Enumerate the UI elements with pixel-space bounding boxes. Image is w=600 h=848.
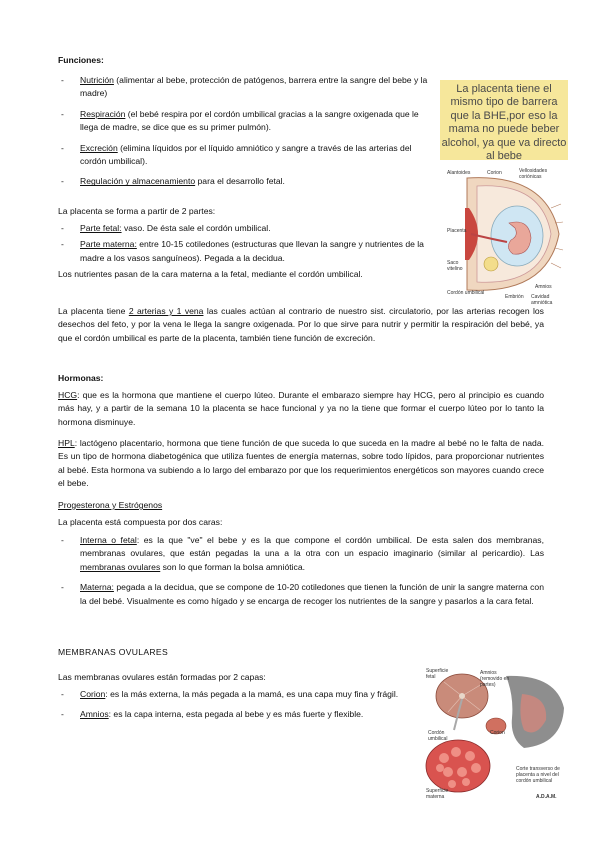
list-item: - Amnios: es la capa interna, esta pegada al bebe y es más fuerte y flexible. [58, 708, 418, 721]
placenta-figure [424, 668, 568, 802]
figure-label: Corte transverso de placenta a nivel del cordón umbilical [516, 766, 560, 784]
adam-logo: A.D.A.M. [536, 794, 557, 800]
figure-label: Vellosidades coriónicas [519, 168, 548, 180]
list-item: - Parte fetal: vaso. De ésta sale el cordón umbilical. [58, 222, 444, 235]
funciones-list [58, 74, 436, 189]
figure-label: Placenta [447, 228, 467, 234]
figure-label: Alantoides [447, 170, 471, 176]
hcg-paragraph: HCG: que es la hormona que mantiene el cuerpo lúteo. Durante el embarazo siempre hay HCG, pero al principio es cuando más hay, y a partir de la semana 10 la placenta se hace funcional y ya no la tiene que formar el cuerpo lúteo por lo tanto la hormona disminuye. [58, 390, 544, 427]
list-item: - Materna: pegada a la decidua, que se compone de 10-20 cotiledones que tienen la función de unir la sangre materna con la del bebé. Visualmente es como hígado y se encarga de recoger los nutrientes de la sangre y pasarlos a la cara fetal. [58, 581, 544, 608]
figure-label: Embrión [505, 294, 524, 300]
figure-label: Cordón umbilical [428, 730, 448, 742]
list-item: - Respiración (el bebé respira por el cordón umbilical gracias a la sangre oxigenada que le llega de madre, se dice que es su primer pulmón). [58, 108, 436, 135]
list-item: - Interna o fetal: es la que "ve" el bebe y es la que compone el cordón umbilical. De esta salen dos membranas, membranas ovulares, que están pegadas la una a la otra con un espacio imaginario (similar al pericardio). Las membranas ovulares son lo que forman la bolsa amniótica. [58, 534, 544, 574]
compuesta-heading: La placenta está compuesta por dos caras: [58, 517, 223, 527]
list-item: - Regulación y almacenamiento para el desarrollo fetal. [58, 175, 436, 188]
partes-heading: La placenta se forma a partir de 2 partes: [58, 206, 216, 216]
figure-label: Amnios (removido en partes) [480, 670, 510, 688]
membranas-heading: MEMBRANAS OVULARES [58, 647, 168, 657]
figure-label: Corion [490, 730, 505, 736]
hpl-paragraph: HPL: lactógeno placentario, hormona que tiene función de que suceda lo que suceda en la madre al bebé no le falta de nada. Es un tipo de hormona diabetogénica que utiliza fuentes de energía maternas, sobre todo lípidos, para proporcionar nutrientes al bebé. Esta hormona va subiendo a lo largo del embarazo por que los requerimientos energéticos son mayores cuando crece el bebe. [58, 438, 544, 489]
callout-box: La placenta tiene el mismo tipo de barrera que la BHE,por eso la mama no puede beber alcohol, ya que va directo al bebe [440, 80, 568, 160]
embryo-illustration [447, 168, 565, 300]
nutrientes-text: Los nutrientes pasan de la cara materna a la fetal, mediante el cordón umbilical. [58, 269, 363, 279]
figure-label: Amnios [535, 284, 552, 290]
partes-list [58, 222, 444, 265]
figure-label: Saco vitelino [447, 260, 463, 272]
list-item: - Nutrición (alimentar al bebe, protección de patógenos, barrera entre la sangre del bebe y la madre) [58, 74, 436, 101]
list-item: - Corion: es la más externa, la más pegada a la mamá, es una capa muy fina y frágil. [58, 688, 418, 701]
caras-list [58, 534, 544, 608]
list-item: - Parte materna: entre 10-15 cotiledones (estructuras que llevan la sangre y nutrientes de la madre a los vasos sanguíneos). Pegada a la decidua. [58, 238, 444, 265]
figure-label: Cavidad amniótica [531, 294, 553, 306]
figure-label: Corion [487, 170, 502, 176]
funciones-heading: Funciones: [58, 55, 104, 65]
embryo-diagram [447, 168, 565, 306]
membranas-list [58, 688, 418, 722]
list-item: - Excreción (elimina líquidos por el líquido amniótico y sangre a través de las arterias del cordón umbilical). [58, 142, 436, 169]
membranas-intro: Las membranas ovulares están formadas por 2 capas: [58, 672, 266, 682]
figure-label: Superficie fetal [426, 668, 449, 680]
arterias-paragraph: La placenta tiene 2 arterias y 1 vena las cuales actúan al contrario de nuestro sist. circulatorio, por las arterias recogen los desechos del feto, y por la vena le llega la sangre oxigenada. Por lo que sirve para nutrir y permitir la respiración del bebé, ya que el cordón umbilical es parte de la placenta, también tiene función de excreción. [58, 306, 544, 343]
progesterona-heading: Progesterona y Estrógenos [58, 500, 163, 510]
figure-label: Superficie materna [426, 788, 449, 800]
hormonas-heading: Hormonas: [58, 373, 104, 383]
figure-label: Cordón umbilical [447, 290, 485, 296]
